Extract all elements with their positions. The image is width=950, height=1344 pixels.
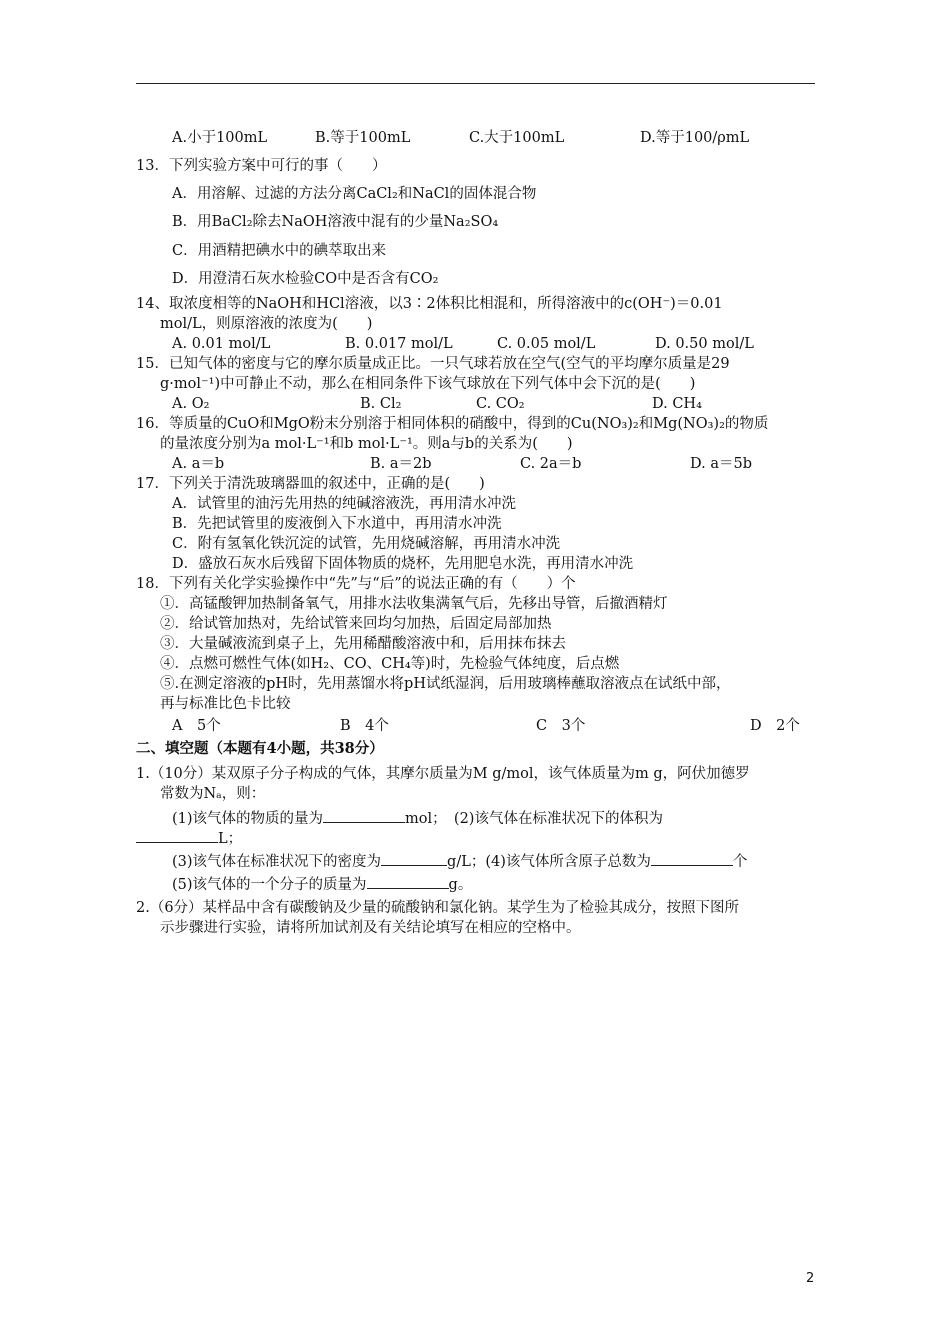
blank-moles[interactable] [323,808,405,823]
q14-line-1: 14、取浓度相等的NaOH和HCl溶液，以3∶2体积比相混和，所得溶液中的c(OH⁻)＝0.01 [136,296,723,312]
fill1-p3-text-b: g/L；(4)该气体所含原子总数为 [447,854,651,870]
blank-density[interactable] [381,851,447,866]
fill1-part-5 [172,874,472,895]
q18-item-4: ④．点燃可燃性气体(如H₂、CO、CH₄等)时，先检验气体纯度，后点燃 [160,656,620,672]
fill1-p3-text: (3)该气体在标准状况下的密度为 [172,854,382,870]
q16-line-1: 16．等质量的CuO和MgO粉末分别溶于相同体积的硝酸中，得到的Cu(NO₃)₂和Mg(NO₃)₂的物质 [136,416,769,432]
q17-option-d: D．盛放石灰水后残留下固体物质的烧杯，先用肥皂水洗，再用清水冲洗 [172,556,634,572]
q15-option-b: B. Cl₂ [360,396,402,412]
fill1-p2-text: L； [218,831,243,847]
q16-option-b: B. a＝2b [370,456,432,472]
fill1-line-1: 1.（10分）某双原子分子构成的气体，其摩尔质量为M g/mol，该气体质量为m g，阿伏加德罗 [136,766,750,782]
q16-line-2: 的量浓度分别为a mol·L⁻¹和b mol·L⁻¹。则a与b的关系为( ) [160,436,573,452]
fill1-part-3 [172,851,747,872]
q18-item-1: ①．高锰酸钾加热制备氧气，用排水法收集满氧气后，先移出导管，后撤酒精灯 [160,596,668,612]
q16-option-a: A. a＝b [172,456,225,472]
header-rule [136,83,815,84]
q17-stem: 17．下列关于清洗玻璃器皿的叙述中，正确的是( ) [136,476,485,492]
fill2-line-1: 2.（6分）某样品中含有碳酸钠及少量的硫酸钠和氯化钠。某学生为了检验其成分，按照下图所 [136,900,740,916]
q15-line-2: g·mol⁻¹)中可静止不动，那么在相同条件下该气球放在下列气体中会下沉的是( ) [160,376,696,392]
q15-option-d: D. CH₄ [652,396,702,412]
fill1-p5-text-b: g。 [448,877,473,893]
q14-option-a: A. 0.01 mol/L [172,336,271,352]
q13-option-c: C．用酒精把碘水中的碘萃取出来 [172,243,387,259]
q17-option-c: C．附有氢氧化铁沉淀的试管，先用烧碱溶解，再用清水冲洗 [172,536,561,552]
fill1-p3-text-c: 个 [732,854,748,870]
q15-option-a: A. O₂ [172,396,210,412]
blank-molecule-mass[interactable] [367,874,449,889]
q18-item-5: ⑤.在测定溶液的pH时，先用蒸馏水将pH试纸湿润，后用玻璃棒蘸取溶液点在试纸中部， [160,676,731,692]
page-number: 2 [806,1271,815,1286]
q13-option-b: B．用BaCl₂除去NaOH溶液中混有的少量Na₂SO₄ [172,214,499,230]
q14-option-c: C. 0.05 mol/L [497,336,596,352]
fill1-part-2 [136,828,242,849]
q18-option-a: A 5个 [172,718,221,734]
q18-item-3: ③．大量碱液流到桌子上，先用稀醋酸溶液中和，后用抹布抹去 [160,636,566,652]
q17-option-a: A．试管里的油污先用热的纯碱溶液洗，再用清水冲洗 [172,496,516,512]
q15-line-1: 15．已知气体的密度与它的摩尔质量成正比。一只气球若放在空气(空气的平均摩尔质量是29 [136,356,730,372]
fill1-p1-text: (1)该气体的物质的量为 [172,811,324,827]
q18-option-c: C 3个 [536,718,586,734]
q12-option-a: A.小于100mL [172,130,268,146]
q17-option-b: B．先把试管里的废液倒入下水道中，再用清水冲洗 [172,516,502,532]
q13-stem: 13．下列实验方案中可行的事（ ） [136,158,387,174]
q14-line-2: mol/L，则原溶液的浓度为( ) [160,316,373,332]
blank-atoms[interactable] [651,851,733,866]
q18-item-2: ②．给试管加热对，先给试管来回均匀加热，后固定局部加热 [160,616,552,632]
q13-option-a: A．用溶解、过滤的方法分离CaCl₂和NaCl的固体混合物 [172,186,537,202]
q18-item-5-cont: 再与标准比色卡比较 [160,696,291,712]
q12-option-b: B.等于100mL [315,130,411,146]
fill1-part-1 [172,808,663,829]
blank-volume[interactable] [136,828,218,843]
q12-option-d: D.等于100/ρmL [640,130,750,146]
q18-option-d: D 2个 [750,718,800,734]
fill1-p1-text-b: mol； (2)该气体在标准状况下的体积为 [405,811,663,827]
q12-option-c: C.大于100mL [469,130,565,146]
q18-option-b: B 4个 [340,718,389,734]
q14-option-b: B. 0.017 mol/L [345,336,453,352]
fill1-line-2: 常数为Nₐ，则： [160,786,266,802]
section-title: 二、填空题（本题有4小题，共38分） [136,740,384,757]
q16-option-c: C. 2a＝b [520,456,582,472]
q15-option-c: C. CO₂ [476,396,525,412]
q13-option-d: D．用澄清石灰水检验CO中是否含有CO₂ [172,271,439,287]
q14-option-d: D. 0.50 mol/L [655,336,754,352]
fill2-line-2: 示步骤进行实验，请将所加试剂及有关结论填写在相应的空格中。 [160,920,581,936]
q16-option-d: D. a＝5b [690,456,752,472]
fill1-p5-text: (5)该气体的一个分子的质量为 [172,877,367,893]
q18-stem: 18．下列有关化学实验操作中“先”与“后”的说法正确的有（ ）个 [136,576,576,592]
